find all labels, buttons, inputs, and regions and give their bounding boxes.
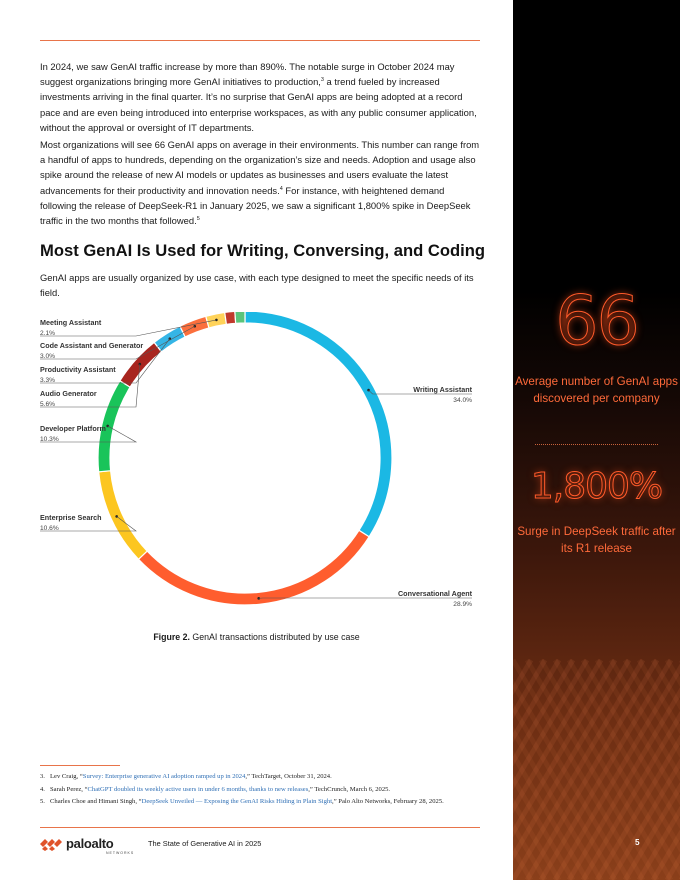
label-productivity-assistant: Productivity Assistant xyxy=(40,365,116,374)
stat-1800-label: Surge in DeepSeek traffic after its R1 release xyxy=(517,525,676,555)
footer-divider xyxy=(40,827,480,828)
footnote-3 xyxy=(40,772,480,782)
value-conversational-agent: 28.9% xyxy=(453,601,472,608)
stat-66-value: 66 xyxy=(555,282,638,361)
diagonal-stripes-decoration xyxy=(513,620,680,880)
stat-66-label: Average number of GenAI apps discovered per company xyxy=(515,375,678,405)
paragraph-text: a trend fueled by increased investments arriving in the final quarter. It’s no surprise that GenAI apps are being adopted at a record pace and are even being introduced into enterprise workspaces, as with any public consumer application, without the approval or oversight of IT departments. xyxy=(40,76,477,133)
footnote-text: ,” Palo Alto Networks, February 28, 2025. xyxy=(332,798,444,805)
paragraph-text: In 2024, we saw GenAI traffic increase by more than 890%. The notable surge in October 2024 may suggest organizations bringing more GenAI initiatives to production, xyxy=(40,61,455,88)
footnote-number: 4. xyxy=(40,785,45,793)
footnote-4 xyxy=(40,785,480,795)
figure-caption-text: GenAI transactions distributed by use case xyxy=(189,632,360,642)
value-writing-assistant: 34.0% xyxy=(453,397,472,404)
value-meeting-assistant: 2.1% xyxy=(40,330,56,337)
page-number-text: 5 xyxy=(635,838,640,847)
stats-sidebar xyxy=(513,0,680,880)
label-enterprise-search: Enterprise Search xyxy=(40,513,102,522)
slice-enterprise-search[interactable] xyxy=(99,471,148,560)
paragraph-genai-traffic xyxy=(40,59,482,135)
slice-other-8[interactable] xyxy=(225,312,236,324)
label-conversational-agent: Conversational Agent xyxy=(397,589,472,598)
footnote-5 xyxy=(40,797,480,807)
footnote-text: Lev Craig, “ xyxy=(50,773,83,780)
donut-chart xyxy=(40,312,485,624)
stat-1800-value: 1,800% xyxy=(530,466,663,507)
paloalto-logo[interactable] xyxy=(40,836,135,855)
value-code-assistant-and-generator: 3.0% xyxy=(40,353,56,360)
footnote-number: 3. xyxy=(40,773,45,780)
footnotes xyxy=(40,772,480,810)
footnote-text: Charles Choe and Himani Singh, “ xyxy=(50,798,142,805)
footnote-link[interactable]: DeepSeek Unveiled — Exposing the GenAI Risks Hiding in Plain Sight xyxy=(141,798,333,805)
label-developer-platform: Developer Platform xyxy=(40,424,106,433)
stat-divider xyxy=(535,444,658,445)
label-audio-generator: Audio Generator xyxy=(40,389,97,398)
figure-caption xyxy=(0,632,513,642)
slice-conversational-agent[interactable] xyxy=(138,530,369,605)
footnote-ref[interactable]: 4 xyxy=(279,185,283,192)
label-meeting-assistant: Meeting Assistant xyxy=(40,318,102,327)
paragraph-text: For instance, with heightened demand following the release of DeepSeek-R1 in January 2025, we saw a significant 1,800% spike in DeepSeek traffic in the two months that followed. xyxy=(40,184,471,227)
footnote-number: 5. xyxy=(40,798,45,805)
section-heading: Most GenAI Is Used for Writing, Conversing, and Coding xyxy=(40,241,485,260)
footnote-text: ,” TechCrunch, March 6, 2025. xyxy=(308,785,391,793)
footnote-ref[interactable]: 5 xyxy=(196,215,200,222)
value-enterprise-search: 10.6% xyxy=(40,525,59,532)
value-developer-platform: 10.3% xyxy=(40,436,59,443)
paragraph-genai-apps-average xyxy=(40,137,482,228)
footnote-text: ,” TechTarget, October 31, 2024. xyxy=(245,773,332,780)
logo-wordmark: paloalto xyxy=(66,836,114,851)
footnote-ref[interactable]: 3 xyxy=(320,77,324,84)
section-intro: GenAI apps are usually organized by use case, with each type designed to meet the specific needs of its field. xyxy=(40,272,474,299)
footnote-link[interactable]: ChatGPT doubled its weekly active users in under 6 months, thanks to new releases xyxy=(87,785,309,793)
paloalto-logo-icon xyxy=(40,837,62,851)
footnote-link[interactable]: Survey: Enterprise generative AI adoption ramped up in 2024 xyxy=(82,773,246,780)
slice-other-9[interactable] xyxy=(235,312,245,323)
leader-dot-developer-platform xyxy=(106,425,109,428)
footnote-text: Sarah Perez, “ xyxy=(50,785,88,793)
label-writing-assistant: Writing Assistant xyxy=(413,385,472,394)
value-audio-generator: 5.6% xyxy=(40,401,56,408)
top-divider xyxy=(40,40,480,41)
logo-subtext: NETWORKS xyxy=(106,851,135,855)
label-code-assistant-and-generator: Code Assistant and Generator xyxy=(40,341,144,350)
figure-label: Figure 2. xyxy=(153,632,190,642)
slice-writing-assistant[interactable] xyxy=(245,312,392,537)
value-productivity-assistant: 3.3% xyxy=(40,377,56,384)
footnote-divider xyxy=(40,765,120,766)
document-title: The State of Generative AI in 2025 xyxy=(148,839,262,848)
paragraph-text: Most organizations will see 66 GenAI apps on average in their environments. This number can range from a handful of apps to hundreds, depending on the organization’s size and needs. Adoption and usage also spike around the release of new AI models or updates as businesses and users evaluate the latest advancements for their productivity and innovation needs. xyxy=(40,139,480,196)
